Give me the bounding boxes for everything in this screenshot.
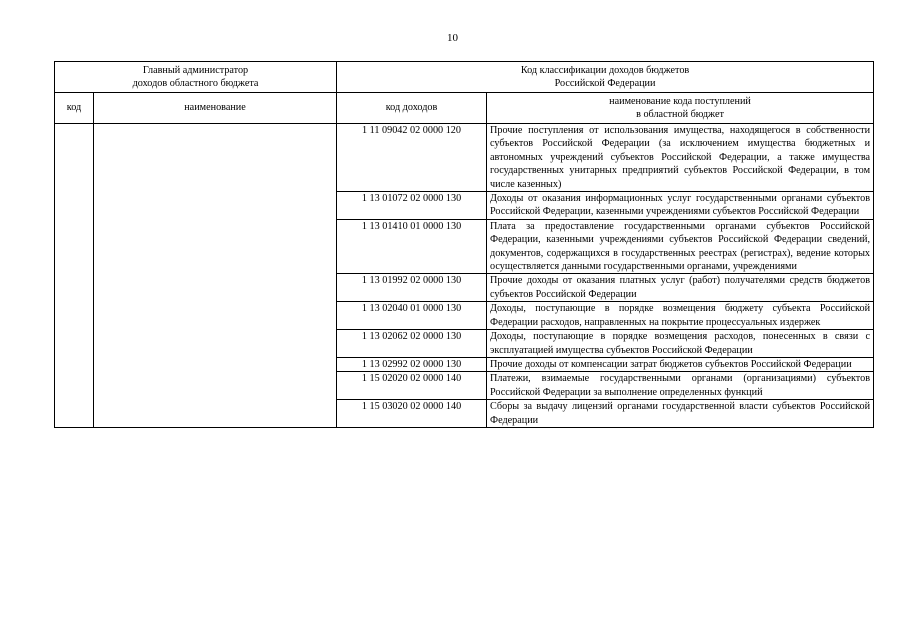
income-name: Доходы от оказания информационных услуг государственными органами субъектов Российской Федерации, казенными учреждениями субъектов Российской Федерации	[487, 192, 874, 220]
header-classification-code	[337, 62, 874, 93]
income-name: Сборы за выдачу лицензий органами государственной власти субъектов Российской Федерации	[487, 400, 874, 428]
income-code: 1 13 02992 02 0000 130	[337, 357, 487, 371]
header-classification-line-1: Код классификации доходов бюджетов	[520, 64, 690, 76]
income-code: 1 15 03020 02 0000 140	[337, 400, 487, 428]
income-code: 1 13 01992 02 0000 130	[337, 274, 487, 302]
header-name: наименование	[94, 93, 337, 124]
income-name: Доходы, поступающие в порядке возмещения бюджету субъекта Российской Федерации расходов, направленных на покрытие процессуальных издержек	[487, 302, 874, 330]
income-name: Прочие поступления от использования имущества, находящегося в собственности субъектов Российской Федерации (за исключением имущества бюджетных и автономных учреждений субъектов Российской Федерации, а также имущества государственных унитарных предприятий субъектов Российской Федерации, в том числе казенных)	[487, 124, 874, 192]
header-chief-administrator	[55, 62, 337, 93]
header-admin-line-1: Главный администратор	[142, 64, 249, 76]
income-code: 1 13 02040 01 0000 130	[337, 302, 487, 330]
header-classification-line-2: Российской Федерации	[554, 78, 656, 89]
income-code: 1 15 02020 02 0000 140	[337, 372, 487, 400]
header-admin-line-2: доходов областного бюджета	[132, 78, 259, 89]
revenue-classification-table	[54, 61, 874, 428]
header-income-name-line-2: в областной бюджет	[636, 109, 724, 120]
income-name: Плата за предоставление государственными органами субъектов Российской Федерации, казенными учреждениями субъектов Российской Федерации сведений, документов, содержащихся в государственных реестрах (регистрах), ведение которых осуществляется данными государственными органами, учреждениями	[487, 219, 874, 274]
income-code: 1 11 09042 02 0000 120	[337, 124, 487, 192]
income-name: Прочие доходы от оказания платных услуг (работ) получателями средств бюджетов субъектов Российской Федерации	[487, 274, 874, 302]
header-row-groups	[55, 62, 874, 93]
header-income-name	[487, 93, 874, 124]
income-name: Платежи, взимаемые государственными органами (организациями) субъектов Российской Федерации за выполнение определенных функций	[487, 372, 874, 400]
page-number: 10	[447, 32, 458, 44]
admin-name-cell	[94, 124, 337, 428]
header-income-code: код доходов	[337, 93, 487, 124]
income-code: 1 13 01072 02 0000 130	[337, 192, 487, 220]
table-row	[55, 124, 874, 192]
admin-code-cell	[55, 124, 94, 428]
income-code: 1 13 02062 02 0000 130	[337, 330, 487, 358]
income-name: Доходы, поступающие в порядке возмещения расходов, понесенных в связи с эксплуатацией имущества субъектов Российской Федерации	[487, 330, 874, 358]
header-income-name-line-1: наименование кода поступлений	[609, 95, 751, 107]
income-name: Прочие доходы от компенсации затрат бюджетов субъектов Российской Федерации	[487, 357, 874, 371]
header-row-columns	[55, 93, 874, 124]
income-code: 1 13 01410 01 0000 130	[337, 219, 487, 274]
header-code: код	[55, 93, 94, 124]
